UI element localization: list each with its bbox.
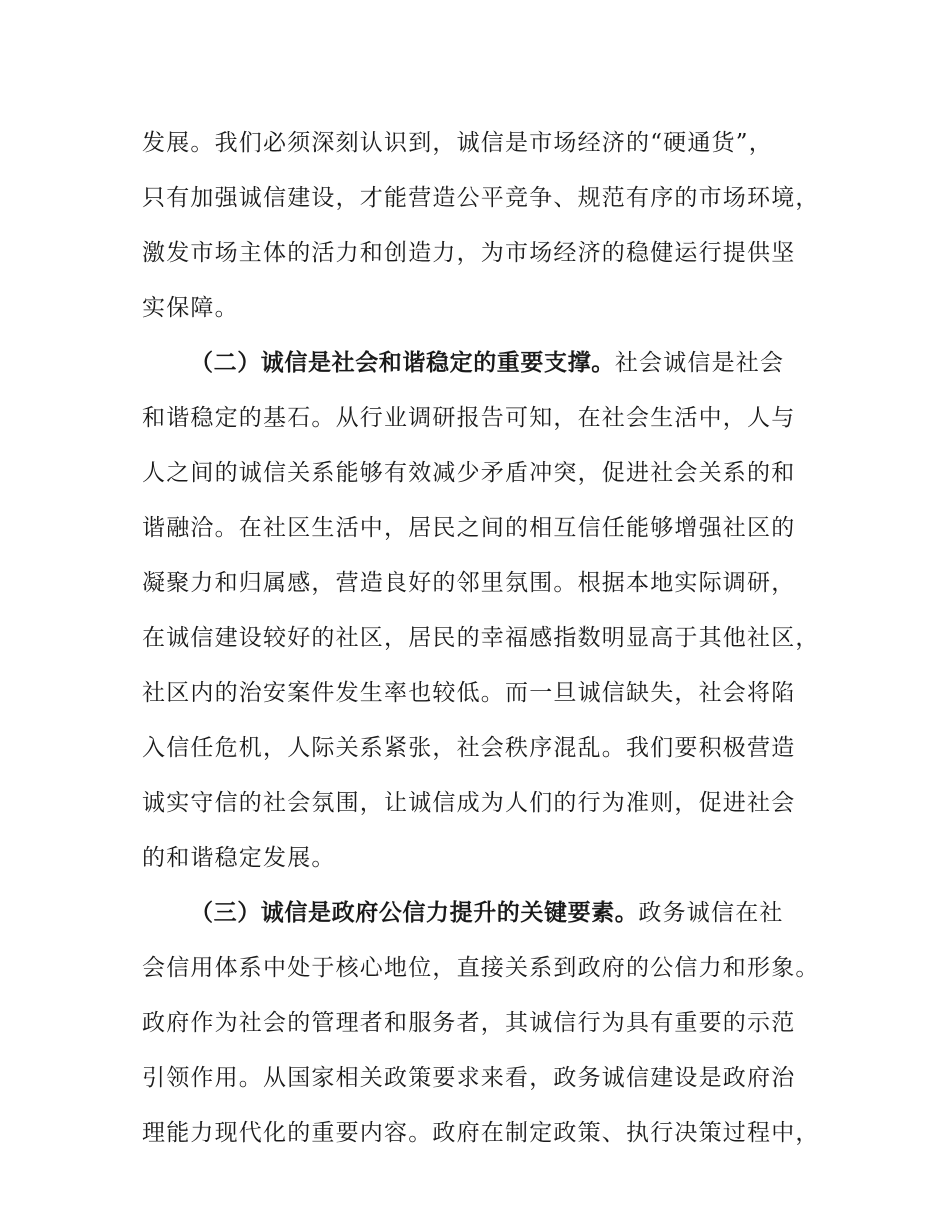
paragraph2-first-line-text: 社会诚信是社会 xyxy=(614,350,785,376)
paragraph1-line-2: 只有加强诚信建设，才能营造公平竞争、规范有序的市场环境， xyxy=(142,185,820,211)
paragraph2-line-4: 谐融洽。在社区生活中，居民之间的相互信任能够增强社区的 xyxy=(142,515,796,541)
paragraph3-first-line xyxy=(190,898,784,928)
paragraph2-line-7: 社区内的治安案件发生率也较低。而一旦诚信缺失，社会将陷 xyxy=(142,680,796,706)
paragraph2-first-line xyxy=(190,348,784,378)
paragraph3-first-line-text: 政务诚信在社 xyxy=(638,900,784,926)
paragraph2-line-2: 和谐稳定的基石。从行业调研报告可知，在社会生活中，人与 xyxy=(142,405,796,431)
paragraph1-line-1: 发展。我们必须深刻认识到，诚信是市场经济的“硬通货”， xyxy=(142,130,773,156)
paragraph3-line-2: 会信用体系中处于核心地位，直接关系到政府的公信力和形象。 xyxy=(142,955,820,981)
paragraph2-line-3: 人之间的诚信关系能够有效减少矛盾冲突，促进社会关系的和 xyxy=(142,460,796,486)
paragraph1-line-3: 激发市场主体的活力和创造力，为市场经济的稳健运行提供坚 xyxy=(142,240,796,266)
paragraph2-line-6: 在诚信建设较好的社区，居民的幸福感指数明显高于其他社区， xyxy=(142,625,820,651)
paragraph3-line-4: 引领作用。从国家相关政策要求来看，政务诚信建设是政府治 xyxy=(142,1065,796,1091)
paragraph1-line-4: 实保障。 xyxy=(142,295,239,321)
section-heading-3: （三）诚信是政府公信力提升的关键要素。 xyxy=(190,900,639,926)
paragraph2-line-9: 诚实守信的社会氛围，让诚信成为人们的行为准则，促进社会 xyxy=(142,790,796,816)
section-heading-2: （二）诚信是社会和谐稳定的重要支撑。 xyxy=(190,350,615,376)
paragraph2-line-10: 的和谐稳定发展。 xyxy=(142,845,336,871)
paragraph3-line-5: 理能力现代化的重要内容。政府在制定政策、执行决策过程中， xyxy=(142,1120,820,1146)
paragraph3-line-3: 政府作为社会的管理者和服务者，其诚信行为具有重要的示范 xyxy=(142,1010,796,1036)
paragraph2-line-8: 入信任危机，人际关系紧张，社会秩序混乱。我们要积极营造 xyxy=(142,735,796,761)
paragraph2-line-5: 凝聚力和归属感，营造良好的邻里氛围。根据本地实际调研， xyxy=(142,570,796,596)
